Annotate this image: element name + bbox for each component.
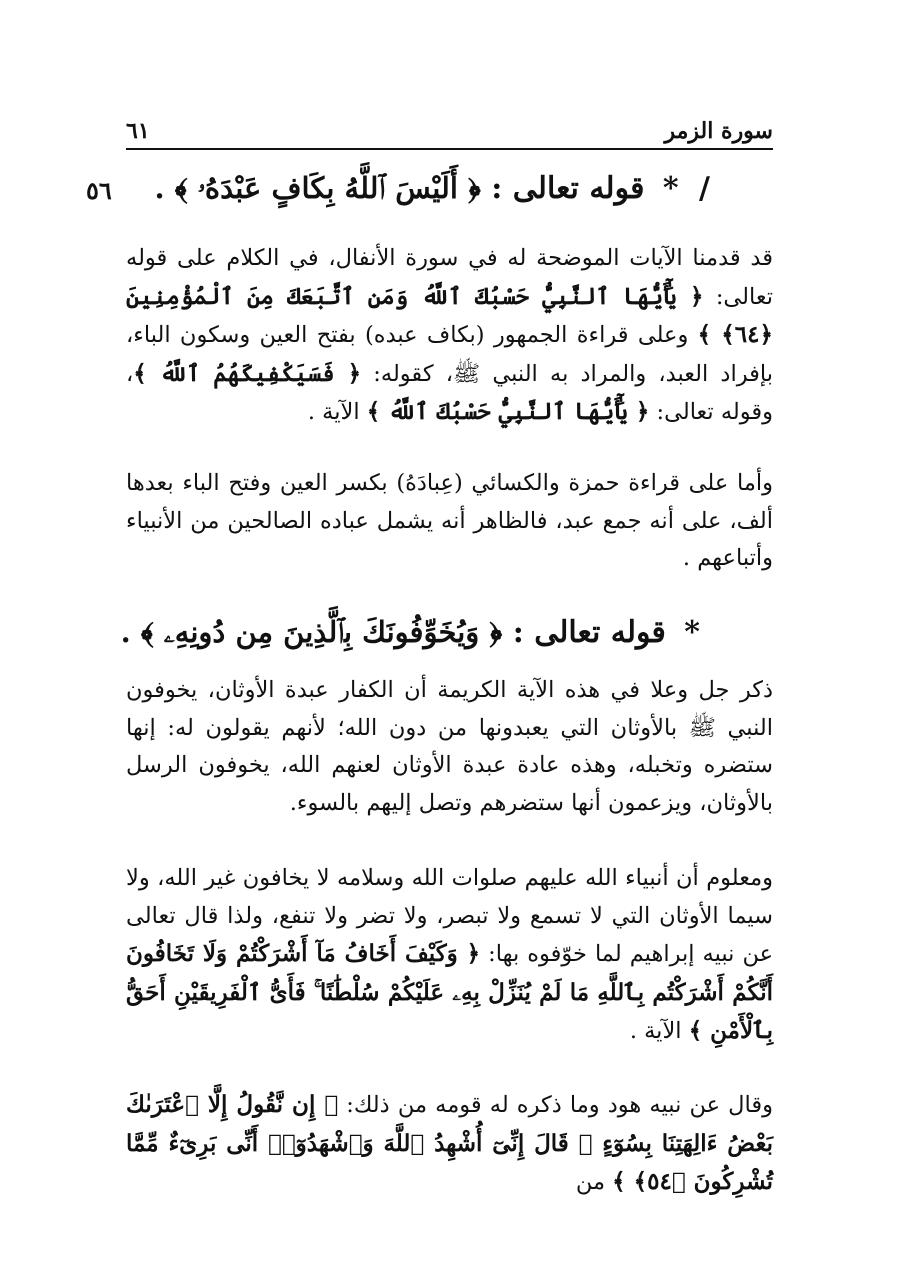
quran-verse: ﴿ إِن نَّقُولُ إِلَّا ٱعْتَرَىٰكَ بَعْضُ ءَالِهَتِنَا بِسُوٓءٍ ۗ قَالَ إِنِّىٓ أُشْهِدُ ٱللَّهَ وَٱشْهَدُوٓا۟ أَنِّى بَرِىٓءٌ مِّمَّا تُشْرِكُونَ ﴿٥٤﴾ ﴾: [126, 1091, 773, 1195]
paragraph: [126, 860, 773, 1051]
body-text: وعلى قراءة الجمهور (بكاف عبده) بفتح العين وسكون الباء، بإفراد العبد، والمراد به النبي ﷺ، كقوله:: [126, 322, 773, 387]
quran-verse: ﴿ يَٰٓأَيُّهَا ٱلنَّبِيُّ حَسْبُكَ ٱللَّهُ ﴾: [366, 398, 650, 425]
body-text: الآية .: [307, 399, 367, 425]
paragraph: [126, 465, 773, 578]
heading-verse: ﴿ أَلَيْسَ ٱللَّهُ بِكَافٍ عَبْدَهُۥ ﴾ .: [154, 171, 481, 205]
surah-name: سورة الزمر: [664, 118, 773, 144]
heading-slash: /: [699, 171, 710, 206]
body-text: من: [575, 1169, 613, 1195]
body-text: الآية .: [629, 1018, 689, 1044]
body-text: ومعلوم أن أنبياء الله عليهم صلوات الله وسلامه لا يخافون غير الله، ولا سيما الأوثان التي لا تسمع ولا تبصر، ولا تضر ولا تنفع، ولذا قال تعالى عن نبيه إبراهيم لما خوّفوه بها:: [126, 865, 773, 967]
quran-verse: ﴿ يَٰٓأَيُّهَا ٱلنَّبِيُّ حَسْبُكَ ٱللَّهُ وَمَنِ ٱتَّبَعَكَ مِنَ ٱلْمُؤْمِنِينَ ﴿٦٤﴾ ﴾: [126, 282, 773, 348]
heading-label: قوله تعالى :: [491, 171, 645, 206]
heading-verse: ﴿ وَيُخَوِّفُونَكَ بِٱلَّذِينَ مِن دُونِهِۦ ﴾ .: [120, 615, 503, 649]
body-text: ذكر جل وعلا في هذه الآية الكريمة أن الكفار عبدة الأوثان، يخوفون النبي ﷺ بالأوثان التي يعبدونها من دون الله؛ لأنهم يقولون له: إنها ستضره وتخبله، وهذه عادة عبدة الأوثان لعنهم الله، يخوفون الرسل بالأوثان، ويزعمون أنها ستضرهم وتصل إليهم بالسوء.: [126, 677, 773, 816]
body-text: قد قدمنا الآيات الموضحة له في سورة الأنفال، في الكلام على قوله تعالى:: [126, 245, 773, 310]
heading-label: قوله تعالى :: [512, 615, 666, 650]
paragraph: [126, 240, 773, 432]
page-number: ٦١: [126, 118, 150, 144]
section-heading-1: [155, 168, 711, 209]
paragraph: [126, 1086, 773, 1202]
margin-number: ٥٦: [86, 176, 112, 205]
heading-star: *: [662, 171, 679, 206]
quran-verse: ﴿ وَكَيْفَ أَخَافُ مَآ أَشْرَكْتُمْ وَلَا تَخَافُونَ أَنَّكُمْ أَشْرَكْتُم بِٱللَّهِ مَا لَمْ يُنَزِّلْ بِهِۦ عَلَيْكُمْ سُلْطَٰنًا ۚ فَأَىُّ ٱلْفَرِيقَيْنِ أَحَقُّ بِٱلْأَمْنِ ﴾: [126, 940, 773, 1044]
body-text: ، وقوله تعالى:: [126, 360, 773, 425]
body-text: وقال عن نبيه هود وما ذكره له قومه من ذلك:: [338, 1092, 773, 1118]
paragraph: [126, 672, 773, 822]
heading-star: *: [684, 615, 700, 650]
quran-verse: ﴿ فَسَيَكْفِيكَهُمُ ٱللَّهُ ﴾: [133, 359, 362, 387]
body-text: وأما على قراءة حمزة والكسائي (عِبادَهُ) بكسر العين وفتح الباء بعدها ألف، على أنه جمع عبد، فالظاهر أنه يشمل عباده الصالحين من الأنبياء وأتباعهم .: [126, 470, 773, 571]
section-heading-2: [121, 612, 700, 653]
page-header: [126, 108, 773, 150]
